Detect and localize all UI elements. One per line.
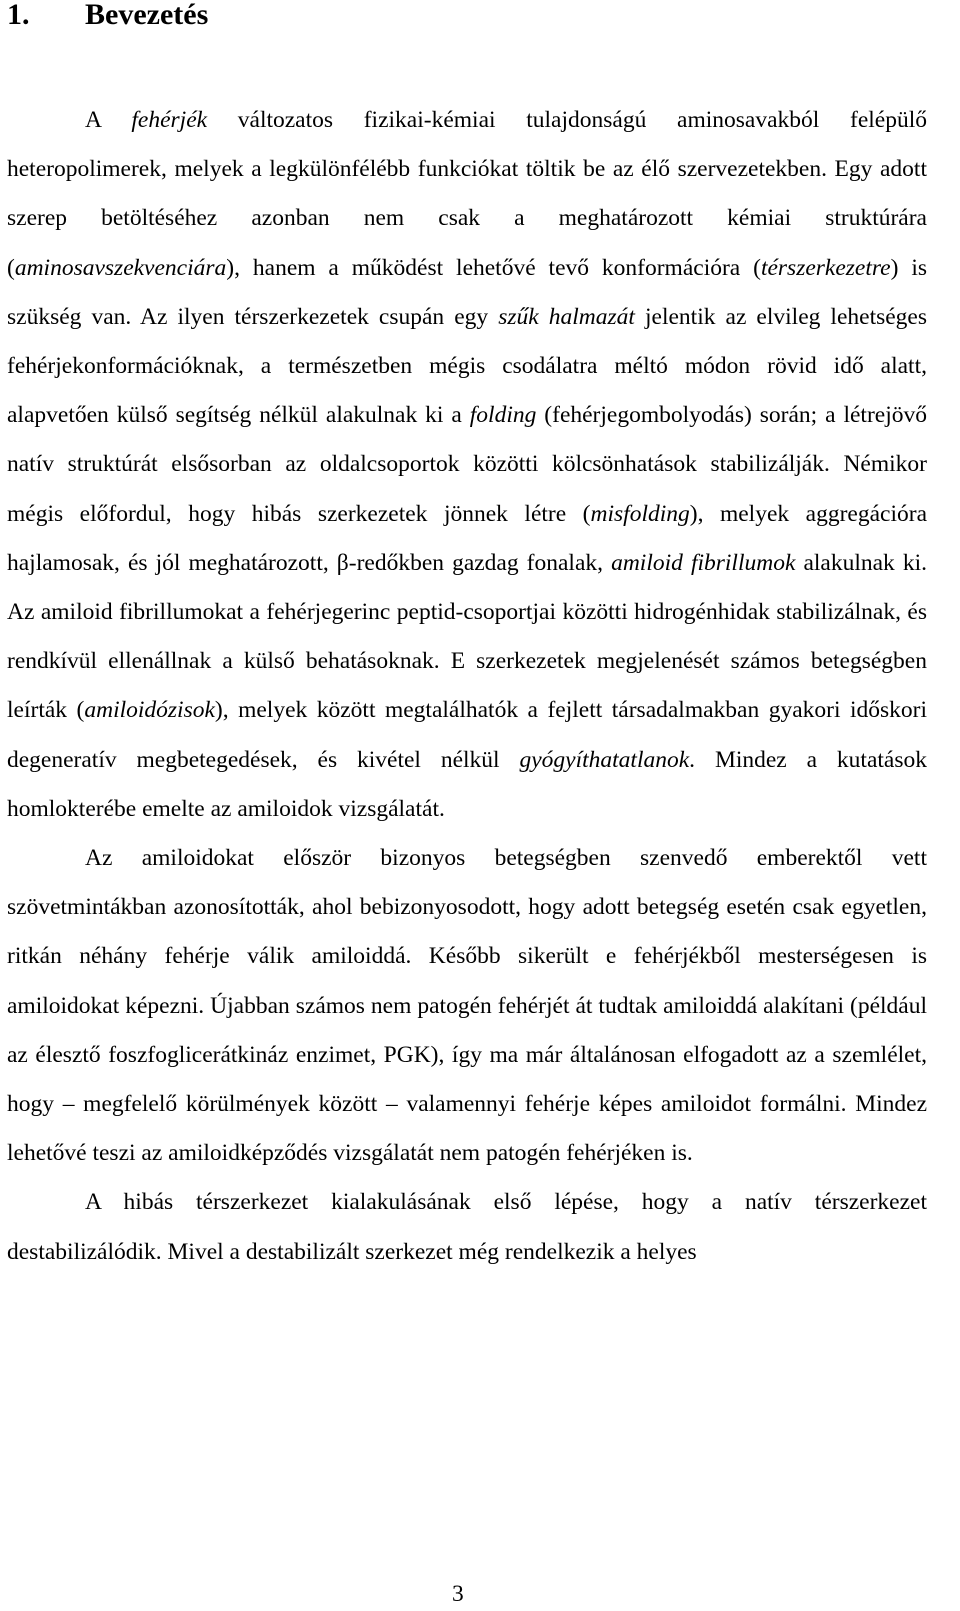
emphasis-term: folding [469,402,537,429]
emphasis-term: fehérjék [131,107,208,133]
text-run: változatos fizikai-kémiai tulajdonságú aminosavakból felépülő heteropolimerek, melyek a legkülönfélébb funkciókat töltik be az élő szervezetekben. Egy adott szerep betöltéséhez azonban nem csak a meghatározott kémiai struktúrára ( [7,107,927,281]
emphasis-term: gyógyíthatatlanok [519,746,690,773]
text-run: ) is szükség van. Az ilyen térszerkezetek csupán egy [7,254,927,330]
paragraph [7,1178,927,1276]
emphasis-term: misfolding [590,500,690,527]
text-run: Az amiloidokat először bizonyos betegségben szenvedő emberektől vett szövetmintákban azonosították, ahol bebizonyosodott, hogy adott betegség esetén csak egyetlen, ritkán néhány fehérje válik amiloiddá. Később sikerült e fehérjékből mesterségesen is amiloidokat képezni. Újabban számos nem patogén fehérjét át tudtak amiloiddá alakítani (például az élesztő foszfoglicerátkináz enzimet, PGK), így ma már általánosan elfogadott az a szemlélet, hogy – megfelelő körülmények között – valamennyi fehérje képes amiloidot formálni. Mindez lehetővé teszi az amiloidképződés vizsgálatát nem patogén fehérjéken is. [7,845,927,1167]
text-run: ), melyek aggregációra hajlamosak, és jól meghatározott, β-redőkben gazdag fonalak, [7,500,927,576]
text-run: . Mindez a kutatások homlokterébe emelte az amiloidok vizsgálatát. [7,746,927,822]
body-text [7,96,927,1277]
text-run: ), hanem a működést lehetővé tevő konformációra ( [226,254,761,281]
emphasis-term: szűk halmazát [498,303,635,330]
emphasis-term: térszerkezetre [760,254,891,281]
text-run: (fehérjegombolyodás) során; a létrejövő natív struktúrát elsősorban az oldalcsoportok közötti kölcsönhatások stabilizálják. Némikor mégis előfordul, hogy hibás szerkezetek jönnek létre ( [7,402,927,527]
text-run: A hibás térszerkezet kialakulásának első lépése, hogy a natív térszerkezet destabilizálódik. Mivel a destabilizált szerkezet még rendelkezik a helyes [7,1189,927,1265]
text-run: alakulnak ki. Az amiloid fibrillumokat a fehérjegerinc peptid-csoportjai közötti hidrogénhidak stabilizálnak, és rendkívül ellenállnak a külső behatásoknak. E szerkezetek megjelenését számos betegségben leírták ( [7,549,928,724]
section-heading [7,0,208,30]
section-title: Bevezetés [85,0,209,31]
emphasis-term: amiloidózisok [84,697,215,724]
paragraph [7,96,927,834]
emphasis-term: amiloid fibrillumok [611,549,796,576]
page-number: 3 [452,1581,464,1607]
section-number: 1. [7,0,30,31]
paragraph [7,834,927,1178]
text-run: ), melyek között megtalálhatók a fejlett társadalmakban gyakori időskori degeneratív megbetegedések, és kivétel nélkül [7,697,927,773]
text-run: jelentik az elvileg lehetséges fehérjekonformációknak, a természetben mégis csodálatra méltó módon rövid idő alatt, alapvetően külső segítség nélkül alakulnak ki a [7,303,928,429]
emphasis-term: aminosavszekvenciára [14,254,227,281]
text-run: A [85,107,132,133]
